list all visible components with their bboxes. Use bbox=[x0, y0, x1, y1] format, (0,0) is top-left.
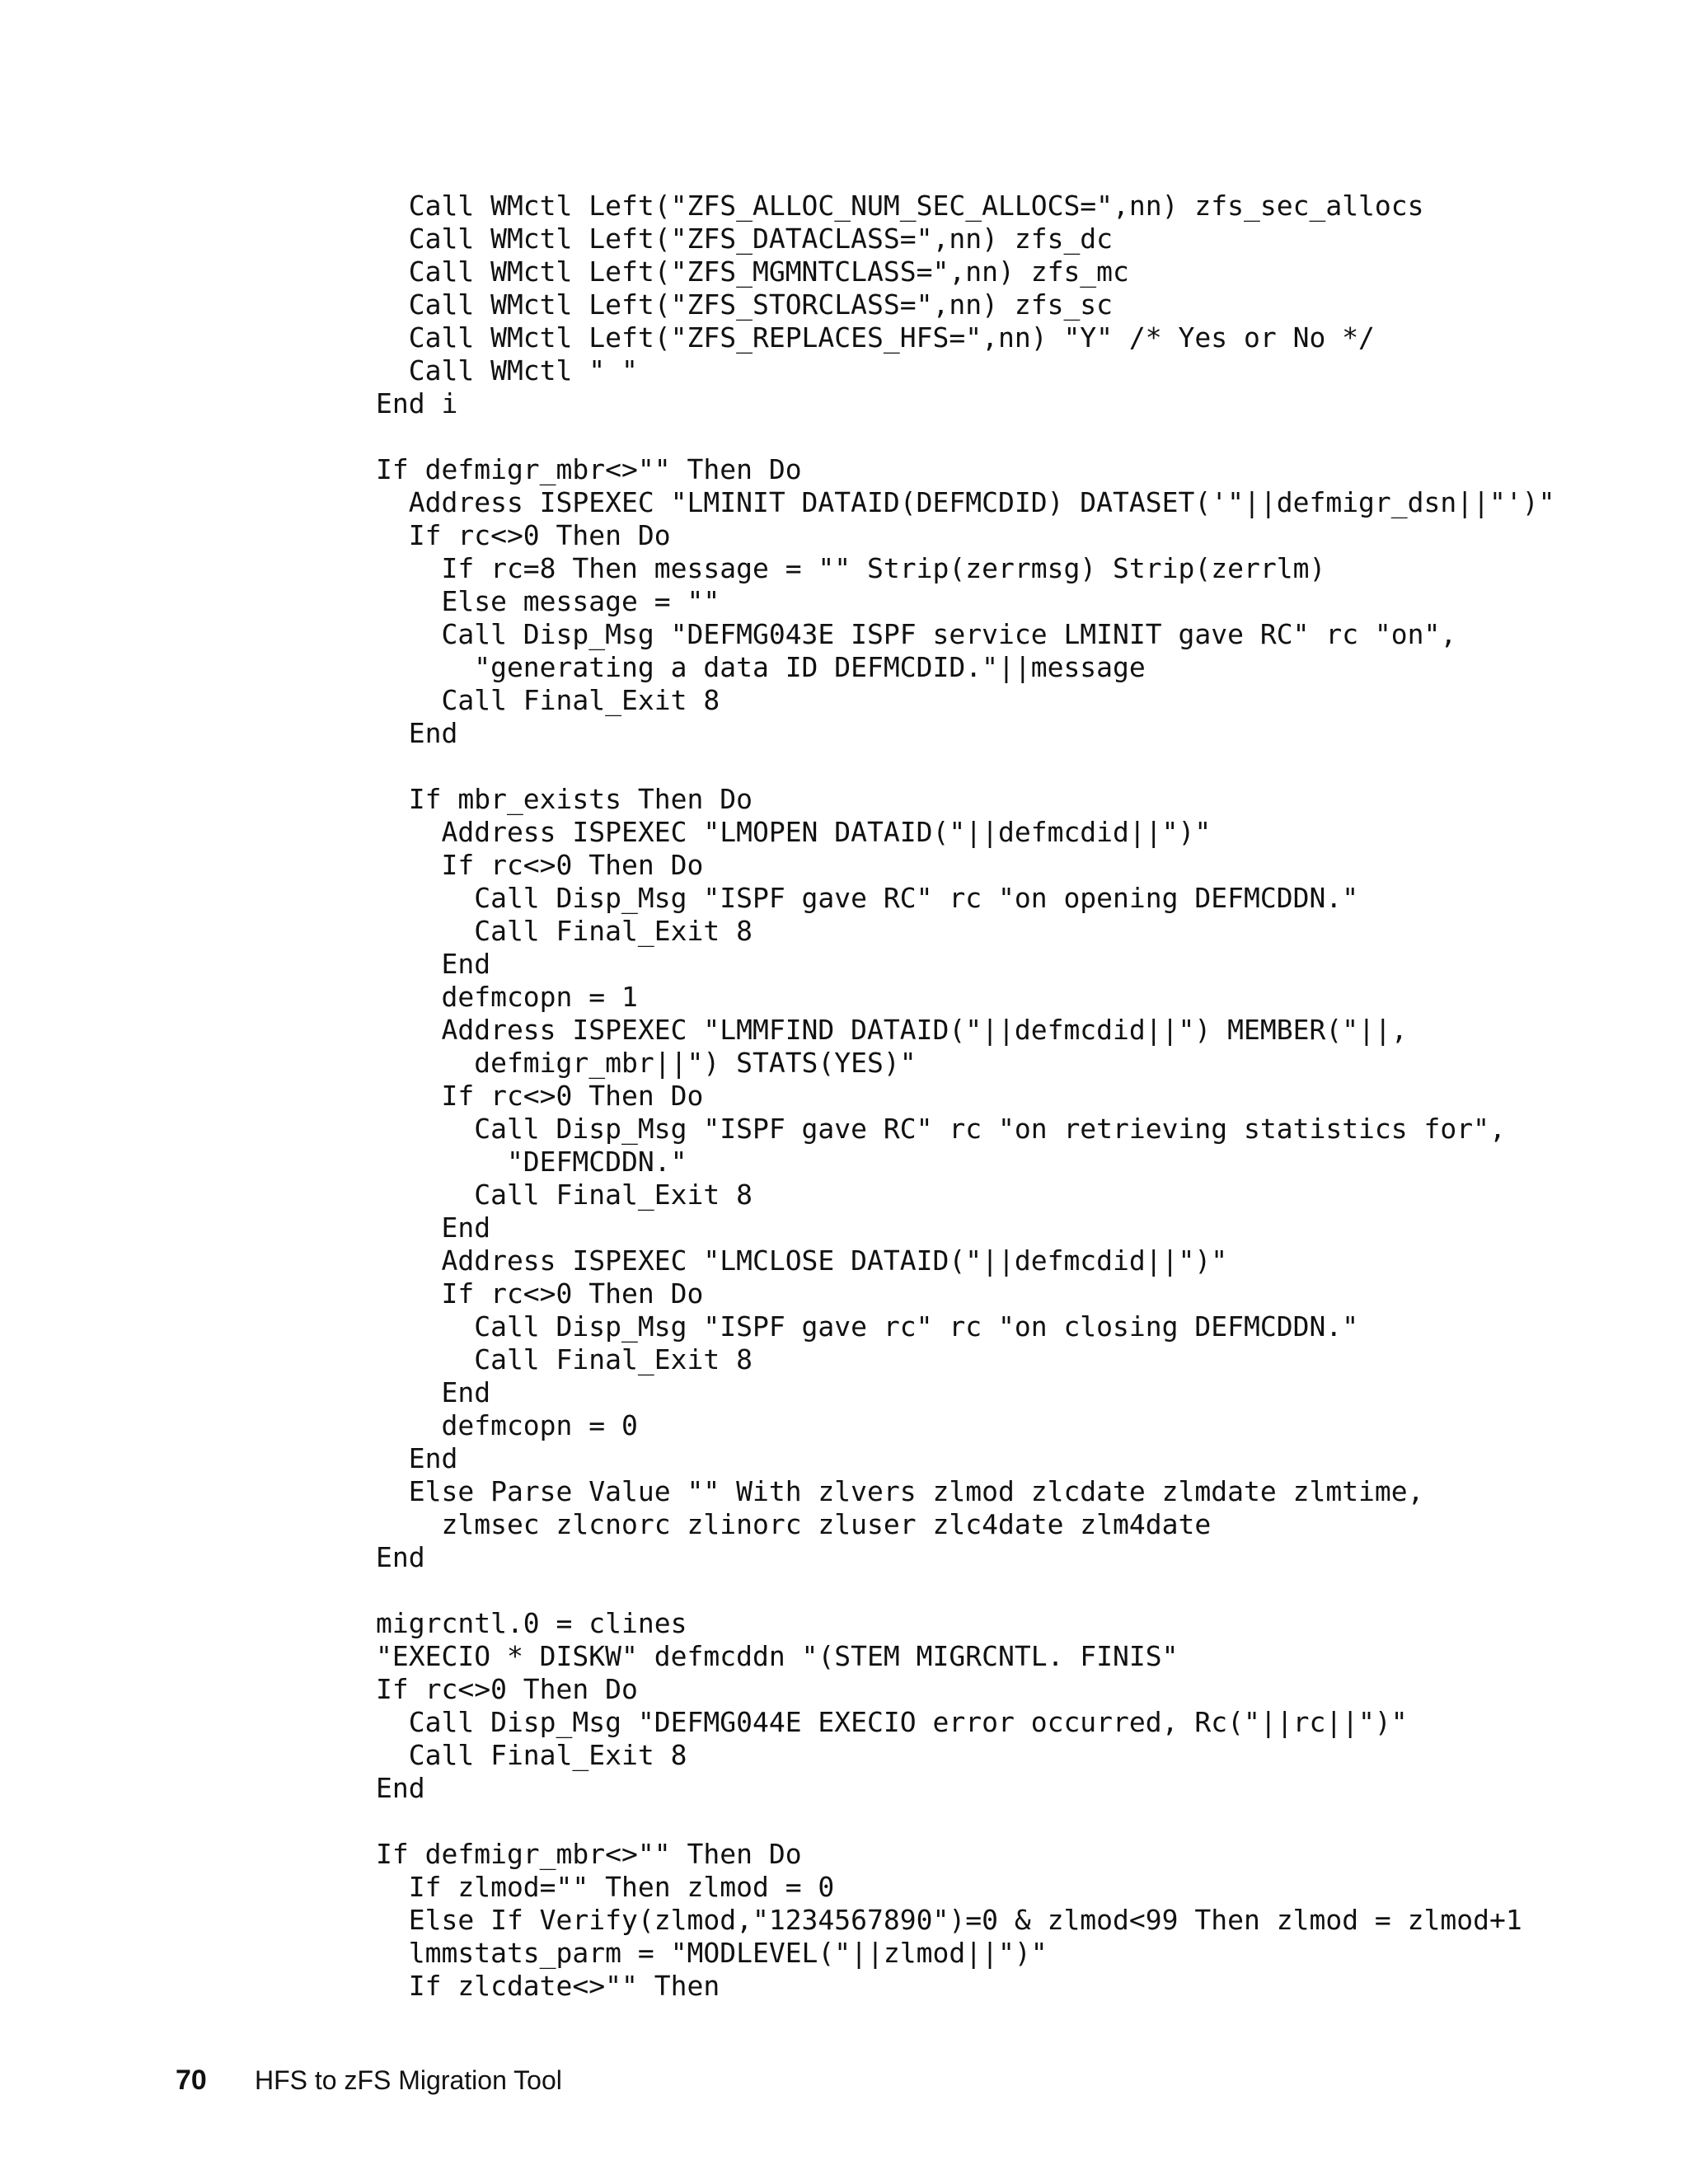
code-line: End bbox=[376, 1541, 425, 1573]
code-line: Call Final_Exit 8 bbox=[376, 1739, 687, 1771]
code-line bbox=[376, 420, 1662, 453]
code-line: Call WMctl Left("ZFS_MGMNTCLASS=",nn) zfs_mc bbox=[376, 255, 1129, 288]
code-line: Address ISPEXEC "LMCLOSE DATAID("||defmcdid||")" bbox=[376, 1244, 1228, 1277]
code-line: End bbox=[376, 1772, 425, 1804]
code-line: zlmsec zlcnorc zlinorc zluser zlc4date zlm4date bbox=[376, 1508, 1212, 1540]
code-line: Address ISPEXEC "LMINIT DATAID(DEFMCDID) DATASET('"||defmigr_dsn||"')" bbox=[376, 486, 1555, 518]
page-number: 70 bbox=[176, 2064, 207, 2096]
code-line: If rc<>0 Then Do bbox=[376, 519, 671, 551]
code-line: If defmigr_mbr<>"" Then Do bbox=[376, 1838, 802, 1870]
code-line: Call WMctl Left("ZFS_ALLOC_NUM_SEC_ALLOCS=",nn) zfs_sec_allocs bbox=[376, 190, 1424, 222]
code-line: Call WMctl Left("ZFS_STORCLASS=",nn) zfs_sc bbox=[376, 288, 1114, 321]
code-line: "generating a data ID DEFMCDID."||message bbox=[376, 651, 1146, 683]
code-line: "DEFMCDDN." bbox=[376, 1146, 687, 1178]
code-line: If rc=8 Then message = "" Strip(zerrmsg) Strip(zerrlm) bbox=[376, 552, 1326, 584]
code-line: Call Disp_Msg "DEFMG043E ISPF service LMINIT gave RC" rc "on", bbox=[376, 618, 1457, 650]
code-line: Call Disp_Msg "DEFMG044E EXECIO error occurred, Rc("||rc||")" bbox=[376, 1706, 1408, 1738]
code-line: If rc<>0 Then Do bbox=[376, 1080, 704, 1112]
code-line: Call Disp_Msg "ISPF gave rc" rc "on closing DEFMCDDN." bbox=[376, 1310, 1359, 1343]
code-line: Call Disp_Msg "ISPF gave RC" rc "on retrieving statistics for", bbox=[376, 1113, 1506, 1145]
code-line: If mbr_exists Then Do bbox=[376, 783, 753, 815]
code-line: Call WMctl Left("ZFS_DATACLASS=",nn) zfs_dc bbox=[376, 223, 1114, 255]
code-line: If rc<>0 Then Do bbox=[376, 1277, 704, 1310]
code-line: Else If Verify(zlmod,"1234567890")=0 & zlmod<99 Then zlmod = zlmod+1 bbox=[376, 1904, 1522, 1936]
book-title: HFS to zFS Migration Tool bbox=[255, 2065, 562, 2095]
code-line: migrcntl.0 = clines bbox=[376, 1607, 687, 1639]
code-line: Call WMctl Left("ZFS_REPLACES_HFS=",nn) "Y" /* Yes or No */ bbox=[376, 321, 1375, 354]
code-line: lmmstats_parm = "MODLEVEL("||zlmod||")" bbox=[376, 1937, 1048, 1969]
code-line: End i bbox=[376, 387, 458, 419]
code-line: Address ISPEXEC "LMOPEN DATAID("||defmcdid||")" bbox=[376, 816, 1212, 848]
code-line: If zlcdate<>"" Then bbox=[376, 1970, 720, 2002]
code-line: Else Parse Value "" With zlvers zlmod zlcdate zlmdate zlmtime, bbox=[376, 1475, 1424, 1507]
code-line bbox=[376, 750, 1662, 783]
code-line bbox=[376, 1805, 1662, 1838]
code-line: Address ISPEXEC "LMMFIND DATAID("||defmcdid||") MEMBER("||, bbox=[376, 1014, 1408, 1046]
code-line: defmcopn = 0 bbox=[376, 1409, 638, 1441]
code-line: Call Final_Exit 8 bbox=[376, 1343, 753, 1376]
code-line: End bbox=[376, 717, 458, 749]
code-line: Call Final_Exit 8 bbox=[376, 915, 753, 947]
code-line: If defmigr_mbr<>"" Then Do bbox=[376, 453, 802, 485]
code-line: Call Disp_Msg "ISPF gave RC" rc "on opening DEFMCDDN." bbox=[376, 882, 1359, 914]
page-footer bbox=[176, 2062, 562, 2098]
code-line bbox=[376, 1574, 1662, 1607]
code-line: Call Final_Exit 8 bbox=[376, 1179, 753, 1211]
code-line: defmigr_mbr||") STATS(YES)" bbox=[376, 1047, 917, 1079]
code-line: "EXECIO * DISKW" defmcddn "(STEM MIGRCNTL. FINIS" bbox=[376, 1640, 1179, 1672]
code-line: If rc<>0 Then Do bbox=[376, 1673, 638, 1705]
code-line: End bbox=[376, 1376, 491, 1408]
code-line: End bbox=[376, 948, 491, 980]
code-line: defmcopn = 1 bbox=[376, 981, 638, 1013]
code-line: If zlmod="" Then zlmod = 0 bbox=[376, 1871, 835, 1903]
code-line: Else message = "" bbox=[376, 585, 720, 617]
code-line: Call Final_Exit 8 bbox=[376, 684, 720, 716]
code-listing bbox=[376, 190, 1662, 2003]
code-line: Call WMctl " " bbox=[376, 354, 638, 387]
code-line: End bbox=[376, 1442, 458, 1474]
code-line: End bbox=[376, 1212, 491, 1244]
code-line: If rc<>0 Then Do bbox=[376, 849, 704, 881]
